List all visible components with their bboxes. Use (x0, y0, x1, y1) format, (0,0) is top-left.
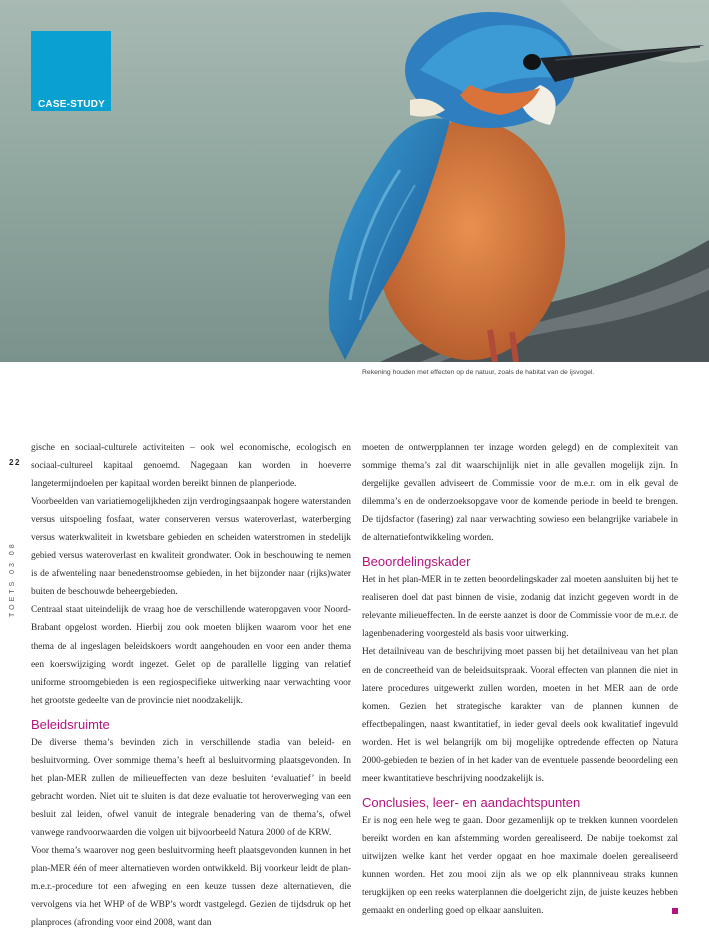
paragraph: moeten de ontwerpplannen ter inzage worden gelegd) en de complexiteit van sommige thema’s zal dit waarschijnlijk niet in alle gevallen mogelijk zijn. In dergelijke gevallen adviseert de Commissie voor de m.e.r. om in elk geval de dilemma’s en de onderzoeksopgave voor de komende periode in beeld te brengen. De tijdsfactor (fasering) zal naar verwachting sowieso een belangrijke variabele in de alternatiefontwikkeling worden. (362, 443, 678, 544)
paragraph: Centraal staat uiteindelijk de vraag hoe de verschillende wateropgaven voor Noord-Brabant opgelost worden. Hierbij zou ook moeten blijken waarom voor het ene thema de al ingeslagen beleidskoers wordt aangehouden en voor een ander thema een koerswijziging wordt ingezet. Gelet op de parallelle ligging van relatief uniforme stroomgebieden is een regiospecifieke uitwerking naar verwachting voor het grootste gedeelte van de provincie niet noodzakelijk. (31, 605, 351, 706)
running-title: TOETS 03 08 (9, 541, 16, 617)
paragraph-text: Er is nog een hele weg te gaan. Door gezamenlijk op te trekken kunnen voordelen bereikt worden en kan afstemming worden gerealiseerd. De nabije toekomst zal uitwijzen welke kant het verder opgaat en hoe maximale doelen gerealiseerd kunnen worden. Het zou mooi zijn als we op elk plannniveau straks kunnen terugkijken op een reeks waterplannen die doelgericht zijn, de juiste keuzes hebben gemaakt en onderling goed op elkaar aansluiten. (362, 815, 678, 917)
end-mark-icon (672, 908, 678, 914)
text-column-right (362, 439, 678, 920)
case-study-label: CASE-STUDY (38, 99, 106, 110)
paragraph: Het detailniveau van de beschrijving moet passen bij het detailniveau van het plan en de concreetheid van de beleidsuitspraak. Vooral effecten van plannen die niet in latere procedures uitgewerkt zullen worden, moeten in het MER aan de orde komen. Gezien het strategische karakter van de plannen kunnen de effectbepalingen, naast kwantitatief, in ieder geval deels ook kwalitatief ingevuld worden. Het is wel belangrijk om bij mogelijke optredende effecten op Natura 2000-gebieden te bezien of in het kader van de eventuele passende beoordeling een meer kwantitatieve beschrijving noodzakelijk is. (362, 647, 678, 784)
paragraph: Voor thema’s waarover nog geen besluitvorming heeft plaatsgevonden kunnen in het plan-MER één of meer alternatieven worden ontwikkeld. Bij voorkeur leidt de plan-m.e.r.-procedure tot een afweging en een keuze tussen deze alternatieven, die vervolgens via het WHP of de WBP’s wordt vastgelegd. Gezien de tijdsdruk op het planproces (afronding voor eind 2008, want dan (31, 845, 351, 929)
paragraph-last (362, 812, 678, 920)
paragraph: Het in het plan-MER in te zetten beoordelingskader zal moeten aansluiten bij het te realiseren doel dat past binnen de visie, zodanig dat inzicht gegeven wordt in de relevante milieueffecten. In de eerste aanzet is door de Commissie voor de m.e.r. de lagenbenadering voorgesteld als basis voor uitwerking. (362, 575, 678, 640)
text-column-left (31, 439, 351, 932)
section-heading: Conclusies, leer- en aandachtspunten (362, 794, 581, 810)
photo-caption: Rekening houden met effecten op de natuur, zoals de habitat van de ijsvogel. (362, 369, 595, 376)
section-heading: Beoordelingskader (362, 554, 471, 570)
paragraph: De diverse thema’s bevinden zich in verschillende stadia van beleid- en besluitvorming. Over sommige thema’s heeft al besluitvorming plaatsgevonden. In het plan-MER zullen de milieueffecten van deze besluiten ‘evaluatief’ in beeld gebracht worden. Niet uit te sluiten is dat deze evaluatie tot heroverweging van een besluit zal leiden, ofwel vanuit de integrale benadering van de thema’s, ofwel vanwege randvoorwaarden die volgen uit bijvoorbeeld Natura 2000 of de KRW. (31, 737, 351, 838)
paragraph: Voorbeelden van variatiemogelijkheden zijn verdrogingsaanpak hogere waterstanden versus uitspoeling fosfaat, water conserveren versus wateroverlast, waterberging versus waterkwaliteit in kwetsbare gebieden en scheiden waterstromen in stedelijk gebied versus wateroverlast en kwaliteit grondwater. Ook in beschouwing te nemen is de afwenteling naar benedenstroomse gebieden, in het bijzonder naar (rijks)water buiten de beschouwde beheergebieden. (31, 497, 351, 598)
page-number: 22 (9, 458, 21, 467)
paragraph: gische en sociaal-culturele activiteiten – ook wel economische, ecologisch en sociaal-cultureel kapitaal genoemd. Nagegaan kan worden in hoeverre langetermijndoelen per kapitaal worden bereikt binnen de planperiode. (31, 443, 351, 490)
section-heading: Beleidsruimte (31, 716, 110, 732)
